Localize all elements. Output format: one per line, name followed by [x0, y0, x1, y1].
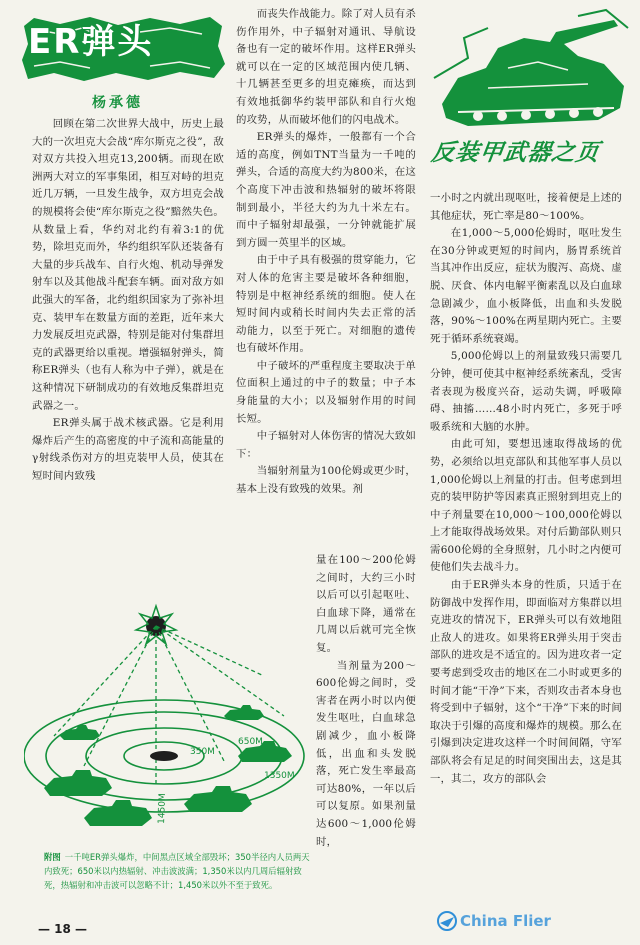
- paragraph: 当剂量为200～600伦姆之间时，受害者在两小时以内便发生呕吐，白血球急剧减少，血小板降低，出血和头发脱落，死亡发生率最高可达80%，一年以后可以复原。如果剂量达600～1,000伦姆时，: [316, 659, 416, 848]
- label-650: 650M: [238, 737, 263, 747]
- watermark-logo-icon: [436, 910, 458, 932]
- paragraph: 而丧失作战能力。除了对人员有杀伤作用外，中子辐射对通讯、导航设备也有一定的破坏作用。这样ER弹头就可以在一定的区域范围内使几辆、十几辆甚至更多的坦克瘫痪，而达到有效地抵御华约装甲部队和自行火炮的攻势，从而破坏他们的闪电战术。: [236, 8, 416, 126]
- paragraph: 中子辐射对人体伤害的情况大致如下：: [236, 430, 416, 460]
- paragraph: 回顾在第二次世界大战中，历史上最大的一次坦克大会战“库尔斯克之役”，敌对双方共投入坦克13,200辆。而现在欧洲两大对立的军事集团，相互对峙的坦克近几万辆，一旦发生战争，双方坦克会战的规模将会使“库尔斯克之役”黯然失色。从数量上看，华约对北约有着3:1的优势，除坦克而外，华约组织军队还装备有大量的步兵战车、自行火炮、机动导弹发射车以及其他战斗配套车辆。面对敌方如此强大的军备，北约组织国家为了弥补坦克、装甲车在数量方面的差距，近年来大力发展反坦克武器，特别是能对付集群坦克的武器更给以重视。增强辐射弹头，简称ER弹头（也有人称为中子弹），就是在这种情况下研制成功的有效地反集群坦克武器之一。: [32, 118, 224, 412]
- article-title: ER弹头: [28, 22, 154, 62]
- blast-radius-figure: [24, 556, 314, 846]
- author-name: 杨承德: [92, 95, 143, 111]
- paragraph: ER弹头属于战术核武器。它是利用爆炸后产生的高密度的中子流和高能量的γ射线杀伤对方的坦克装甲人员，使其在短时间内致残: [32, 417, 224, 482]
- figure-caption: [44, 850, 312, 892]
- section-heading: 反装甲武器之页: [429, 140, 602, 166]
- paragraph: 由于ER弹头本身的性质，只适于在防御战中发挥作用，即面临对方集群以坦克进攻的情况下，ER弹头可以有效地阻止敌人的进攻。如果将ER弹头用于突击部队的进攻是不适宜的。因为进攻者一定要考虑到受攻击的地区在二小时或更多的时间才能“干净”下来，否则攻击者本身也将受到中子辐射，这个“干净”下来的时间取决于引爆的高度和爆炸的规模。那么在引爆到决定进攻这样一个时间间隔，守军部队将会有足足的时间突围出去，这是其一，其二，攻方的部队会: [430, 579, 622, 785]
- caption-lead: 附图: [44, 852, 61, 862]
- paragraph: 当辐射剂量为100伦姆或更少时，基本上没有致残的效果。剂: [236, 465, 416, 496]
- label-350: 350M: [190, 747, 215, 757]
- tank-group: [44, 705, 292, 826]
- label-1350: 1350M: [264, 771, 295, 781]
- text-column-3: [430, 190, 622, 788]
- paragraph: ER弹头的爆炸，一般都有一个合适的高度，例如TNT当量为一千吨的弹头，合适的高度大约为800米，在这个高度下冲击波和热辐射的破坏将限制到最小，半径大约为九十米左右。而中子辐射却最强，一分钟就能扩展到方圆一英里半的区域。: [236, 131, 416, 249]
- paragraph: 一小时之内就出现呕吐，接着便是上述的其他症状，死亡率是80～100%。: [430, 192, 622, 222]
- paragraph: 在1,000～5,000伦姆时，呕吐发生在30分钟或更短的时间内，肠胃系统首当其冲作出反应，症状为腹泻、高烧、虚脱、厌食、体内电解平衡素乱以及白血球急剧减少，血小板降低，出血和头发脱落，90%～100%在两星期内死亡。主要死于循环系统衰竭。: [430, 227, 622, 345]
- burst-icon: [136, 606, 176, 644]
- text-column-1: [32, 116, 224, 485]
- paragraph: 由此可知，要想迅速取得战场的优势，必须给以坦克部队和其他军事人员以1,000伦姆以上剂量的打击。但考虑到坦克的装甲防护等因素真正照射到坦克上的中子剂量要在10,000～100,000伦姆以上才能取得战场效果。对付后勤部队则只需600伦姆的全身照射，几小时之内便可使他们失去战斗力。: [430, 438, 622, 574]
- text-column-2b: [316, 552, 416, 851]
- paragraph: 5,000伦姆以上的剂量致残只需要几分钟，便可使其中枢神经系统紊乱，受害者表现为极度兴奋，运动失调，呼吸障碍、抽搐……48小时内死亡，多死于呼吸系统和大脑的水肿。: [430, 350, 622, 433]
- text-column-2: [236, 6, 416, 499]
- label-1450: 1450M: [157, 793, 169, 825]
- page-number: — 18 —: [38, 922, 88, 936]
- paragraph: 中子破坏的严重程度主要取决于单位面积上通过的中子的数量；中子本身能量的大小；以及辐射作用的时间长短。: [236, 359, 416, 425]
- caption-text: 一千吨ER弹头爆炸，中间黑点区域全部毁坏；350半径内人员两天内致死；650米以内热辐射、冲击波波满；1,350米以内几周后辐射致死，热辐射和冲击波可以忽略不计；1,450米以外不至于致死。: [44, 852, 310, 890]
- paragraph: 由于中子具有极强的贯穿能力，它对人体的危害主要是破坏各种细胞，特别是中枢神经系统的细胞。使人在短时间内或稍长时间内失去正常的活动能力，以至于死亡。对细胞的遗传也有破坏作用。: [236, 254, 416, 355]
- blast-diagram: [24, 556, 314, 846]
- paragraph: 量在100～200伦姆之间时，大约三小时以后可以引起呕吐、白血球下降，通常在几周以后就可完全恢复。: [316, 554, 416, 654]
- watermark: China Flier: [460, 912, 551, 930]
- destruction-zone: [150, 751, 178, 761]
